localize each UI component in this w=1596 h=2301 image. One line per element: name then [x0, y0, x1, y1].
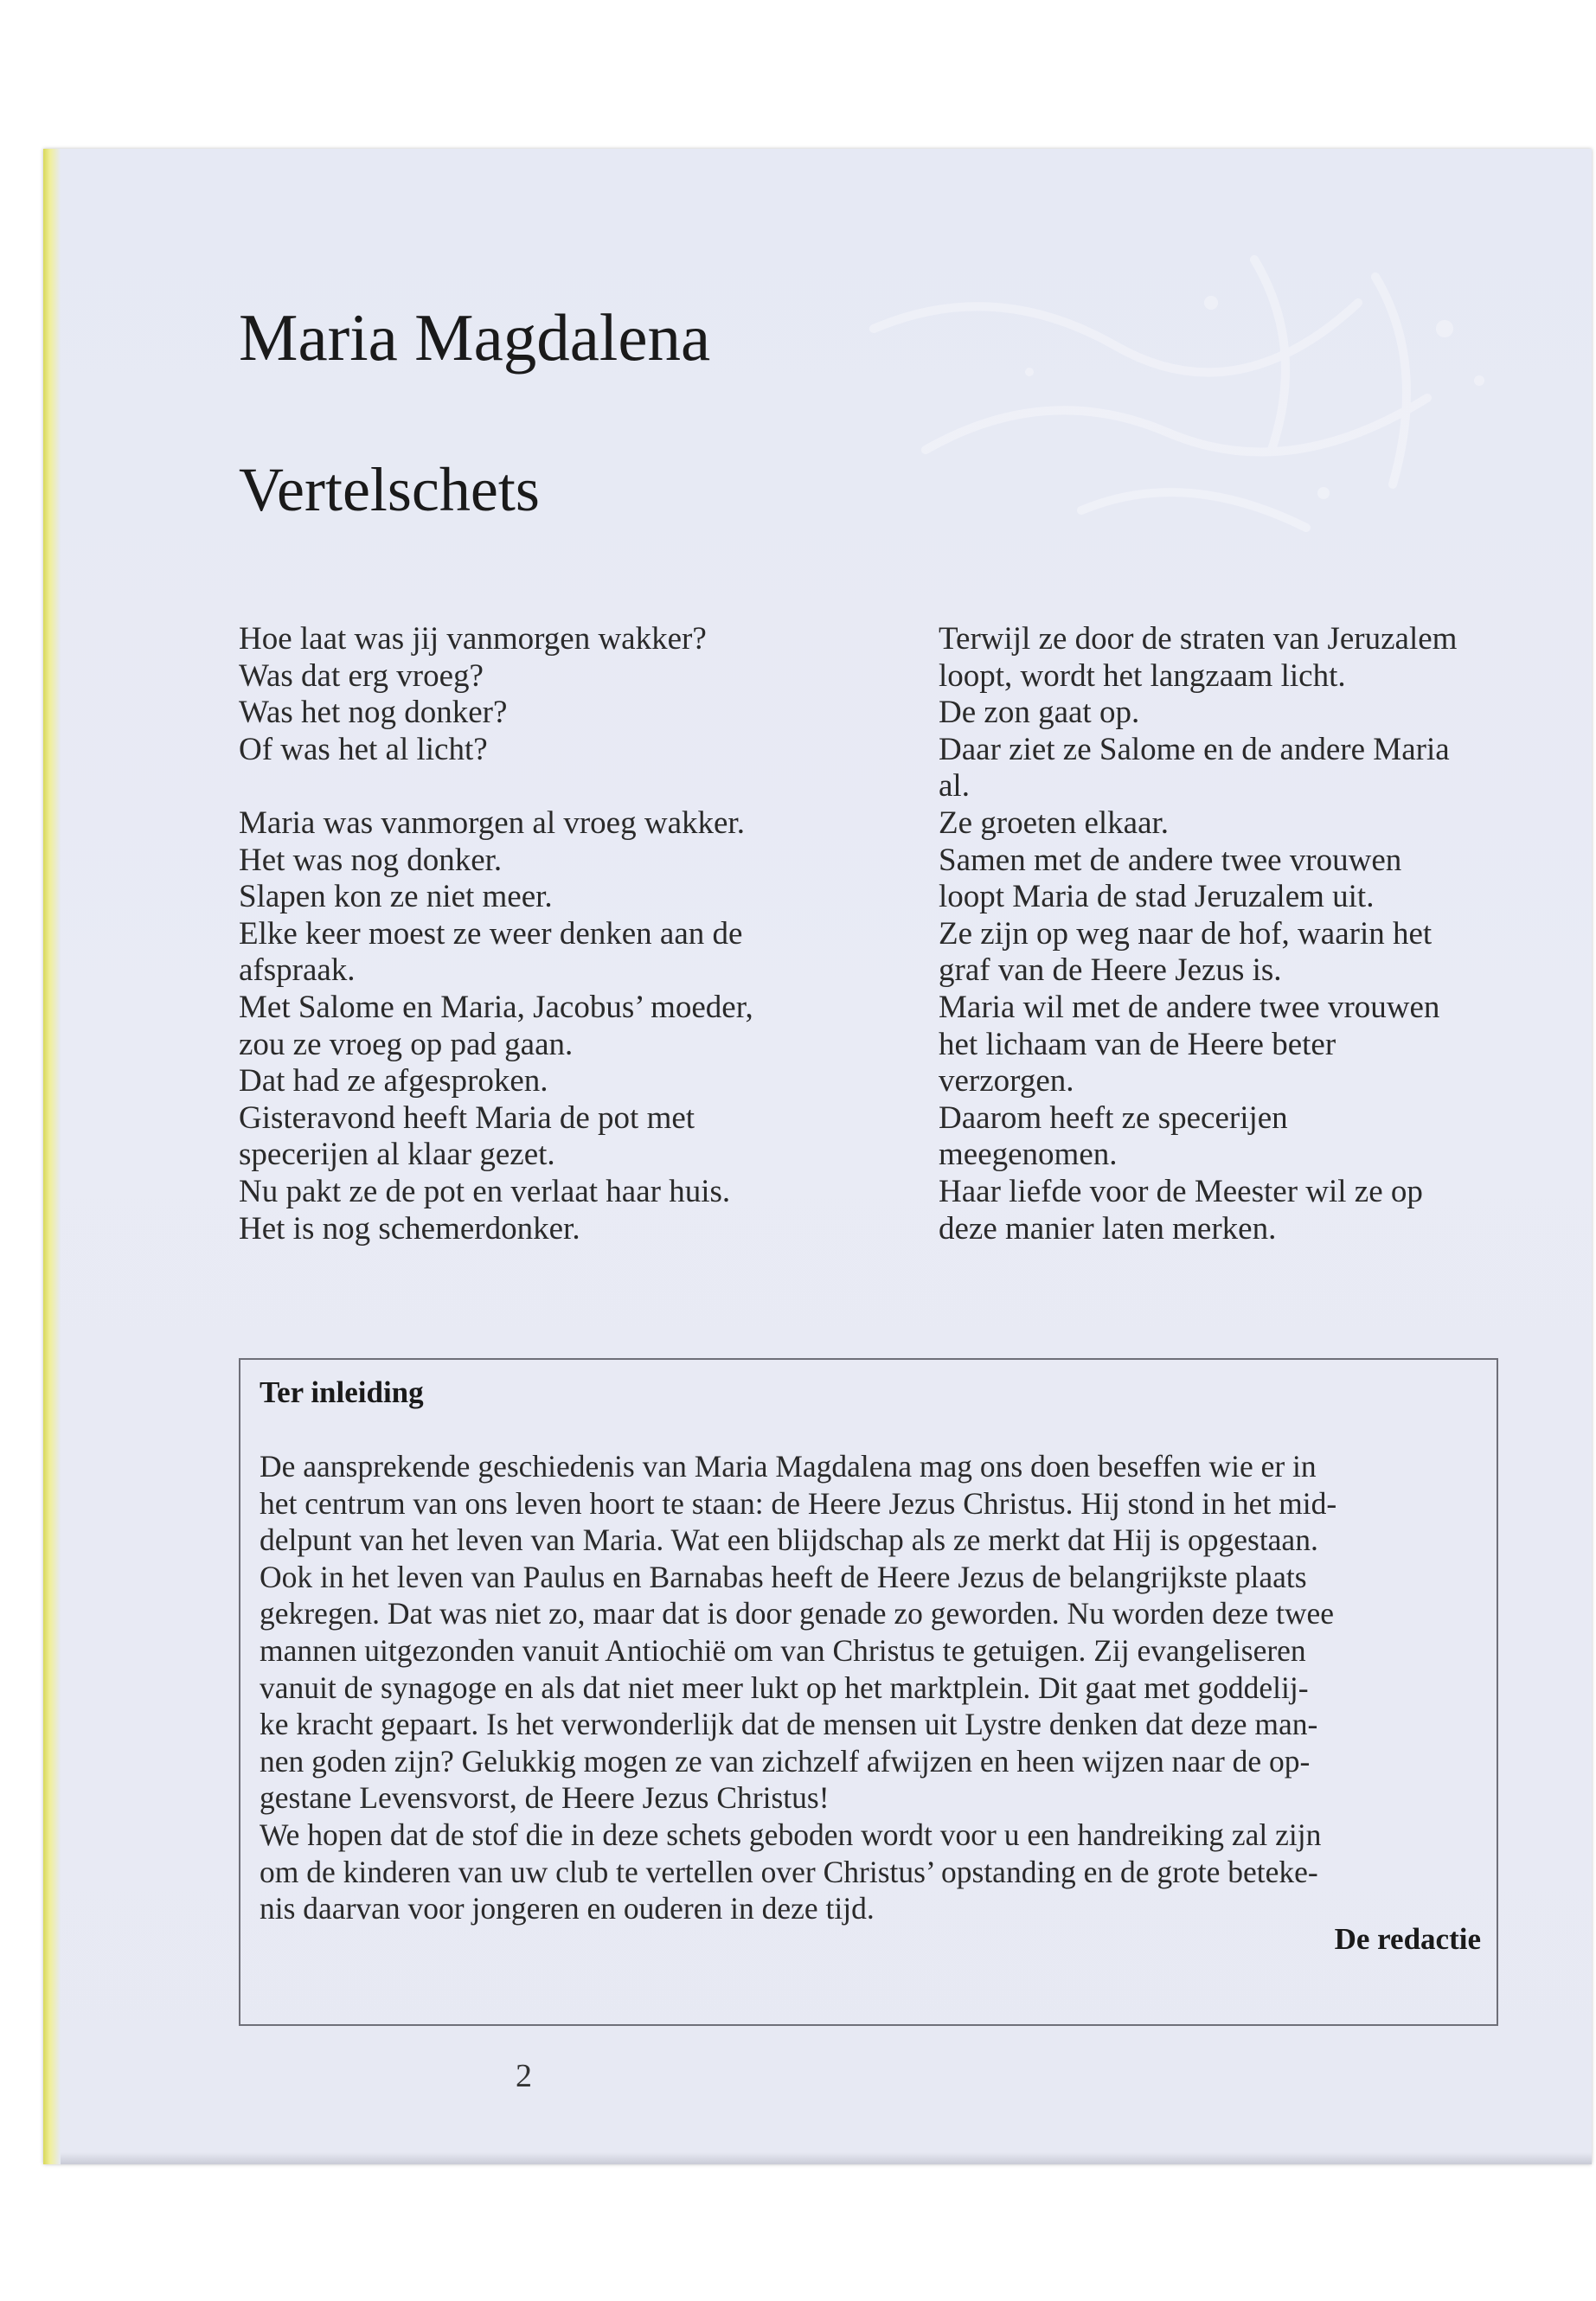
story-line: Samen met de andere twee vrouwen: [939, 842, 1402, 878]
story-line: Haar liefde voor de Meester wil ze op: [939, 1173, 1423, 1209]
page-binding-edge: [43, 149, 61, 2164]
story-line: verzorgen.: [939, 1063, 1074, 1099]
story-line: Ze zijn op weg naar de hof, waarin het: [939, 915, 1433, 952]
story-line: meegenomen.: [939, 1137, 1118, 1173]
story-line: De zon gaat op.: [939, 695, 1140, 731]
story-line: loopt Maria de stad Jeruzalem uit.: [939, 879, 1375, 915]
story-line: al.: [939, 768, 970, 804]
story-column-right: [939, 621, 1509, 1247]
story-line: Slapen kon ze niet meer.: [239, 879, 553, 915]
story-line: Hoe laat was jij vanmorgen wakker?: [239, 621, 707, 657]
background-splash-decoration: [822, 225, 1548, 640]
story-line: specerijen al klaar gezet.: [239, 1137, 555, 1173]
story-line: Het is nog schemerdonker.: [239, 1210, 580, 1247]
page-number: 2: [516, 2058, 532, 2094]
intro-box-title: Ter inleiding: [260, 1375, 424, 1409]
intro-line: De aansprekende geschiedenis van Maria Magdalena mag ons doen beseffen wie er in: [260, 1449, 1317, 1484]
story-line: Het was nog donker.: [239, 842, 503, 878]
story-line: Nu pakt ze de pot en verlaat haar huis.: [239, 1173, 731, 1209]
story-line: Was het nog donker?: [239, 695, 508, 731]
story-line: Dat had ze afgesproken.: [239, 1063, 548, 1099]
page-bottom-edge: [61, 2152, 1592, 2164]
intro-line: nis daarvan voor jongeren en ouderen in deze tijd.: [260, 1891, 875, 1926]
intro-signature: De redactie: [1334, 1922, 1481, 1956]
intro-line: mannen uitgezonden vanuit Antiochië om van Christus te getuigen. Zij evangeliseren: [260, 1632, 1306, 1668]
story-line: Ze groeten elkaar.: [939, 804, 1170, 841]
intro-box: [239, 1358, 1498, 2026]
story-line: zou ze vroeg op pad gaan.: [239, 1026, 574, 1062]
intro-line: Ook in het leven van Paulus en Barnabas heeft de Heere Jezus de belangrijkste plaats: [260, 1559, 1307, 1594]
story-line: afspraak.: [239, 952, 356, 989]
story-line: Gisteravond heeft Maria de pot met: [239, 1099, 695, 1136]
story-line: deze manier laten merken.: [939, 1210, 1277, 1247]
intro-line: We hopen dat de stof die in deze schets geboden wordt voor u een handreiking zal zijn: [260, 1817, 1322, 1852]
story-line: Daarom heeft ze specerijen: [939, 1099, 1288, 1136]
story-line: Maria wil met de andere twee vrouwen: [939, 989, 1440, 1025]
intro-line: delpunt van het leven van Maria. Wat een blijdschap als ze merkt dat Hij is opgestaan.: [260, 1522, 1318, 1558]
intro-line: nen goden zijn? Gelukkig mogen ze van zichzelf afwijzen en heen wijzen naar de op-: [260, 1743, 1311, 1779]
story-line: het lichaam van de Heere beter: [939, 1026, 1336, 1062]
story-line: loopt, wordt het langzaam licht.: [939, 657, 1346, 694]
page-subtitle: Vertelschets: [239, 455, 540, 524]
story-line: Of was het al licht?: [239, 731, 488, 767]
story-line: Daar ziet ze Salome en de andere Maria: [939, 731, 1450, 767]
intro-box-text: [260, 1448, 1477, 1927]
story-line: Was dat erg vroeg?: [239, 657, 484, 694]
intro-line: gestane Levensvorst, de Heere Jezus Christus!: [260, 1780, 830, 1816]
intro-line: om de kinderen van uw club te vertellen over Christus’ opstanding en de grote beteke-: [260, 1854, 1318, 1889]
paragraph-gap: [239, 768, 810, 805]
intro-line: het centrum van ons leven hoort te staan: de Heere Jezus Christus. Hij stond in het mid-: [260, 1485, 1337, 1521]
story-line: Terwijl ze door de straten van Jeruzalem: [939, 621, 1458, 657]
intro-line: gekregen. Dat was niet zo, maar dat is door genade zo geworden. Nu worden deze twee: [260, 1596, 1334, 1631]
story-line: Maria was vanmorgen al vroeg wakker.: [239, 804, 745, 841]
story-line: graf van de Heere Jezus is.: [939, 952, 1282, 989]
intro-line: vanuit de synagoge en als dat niet meer lukt op het marktplein. Dit gaat met goddelij-: [260, 1670, 1309, 1705]
story-column-left: [239, 621, 810, 1247]
page-title: Maria Magdalena: [239, 300, 711, 375]
story-line: Met Salome en Maria, Jacobus’ moeder,: [239, 989, 753, 1025]
story-line: Elke keer moest ze weer denken aan de: [239, 915, 743, 952]
intro-line: ke kracht gepaart. Is het verwonderlijk dat de mensen uit Lystre denken dat deze man-: [260, 1707, 1318, 1742]
